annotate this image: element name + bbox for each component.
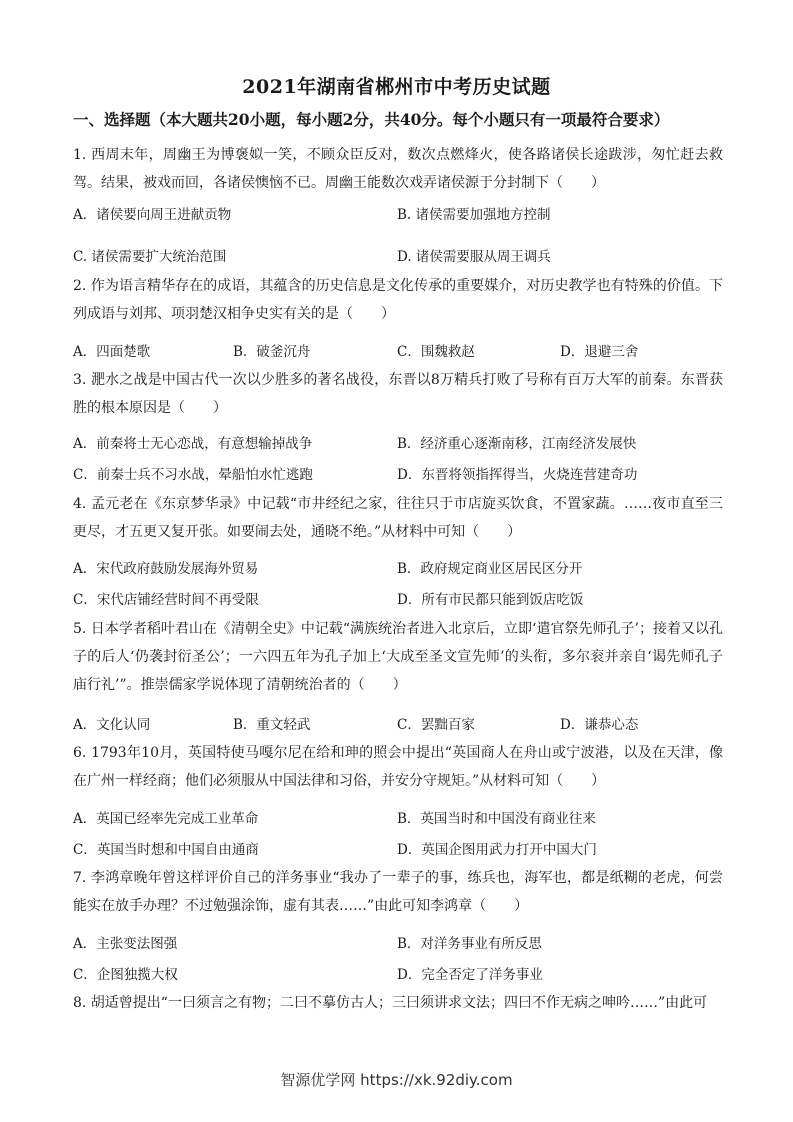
- question-6-option-c: C．英国当时想和中国自由通商: [73, 842, 259, 858]
- page-title: 2021年湖南省郴州市中考历史试题: [242, 76, 551, 98]
- question-1-option-a: A．诸侯要向周王进献贡物: [73, 207, 232, 223]
- question-6-option-a: A．英国已经率先完成工业革命: [73, 811, 259, 827]
- question-4-option-d: D．所有市民都只能到饭店吃饭: [397, 592, 584, 608]
- question-7-option-b: B．对洋务事业有所反思: [397, 936, 542, 952]
- question-1-option-b: B. 诸侯需要加强地方控制: [397, 207, 551, 223]
- question-8-stem: 8. 胡适曾提出“一曰须言之有物；二曰不摹仿古人；三曰须讲求文法；四曰不作无病之呻吟……”由此可: [73, 995, 708, 1011]
- question-6-stem: 6. 1793年10月，英国特使马嘎尔尼在给和珅的照会中提出“英国商人在舟山或宁波港，以及在天津，像在广州一样经商；他们必须服从中国法律和习俗，并安分守规矩。”从材料可知（ ）: [73, 745, 723, 789]
- question-6-option-d: D．英国企图用武力打开中国大门: [397, 842, 597, 858]
- question-4-option-c: C．宋代店铺经营时间不再受限: [73, 592, 259, 608]
- question-2-option-a: A．四面楚歌: [73, 344, 151, 360]
- section-heading: 一、选择题（本大题共20小题，每小题2分，共40分。每个小题只有一项最符合要求）: [73, 110, 670, 129]
- question-1-option-d: D. 诸侯需要服从周王调兵: [397, 249, 551, 265]
- question-1-stem: 1. 西周末年，周幽王为博褒姒一笑，不顾众臣反对，数次点燃烽火，使各路诸侯长途跋涉，匆忙赶去救驾。结果，被戏而回，各诸侯懊恼不已。周幽王能数次戏弄诸侯源于分封制下（ ）: [73, 147, 723, 191]
- question-3-option-a: A．前秦将士无心恋战，有意想输掉战争: [73, 436, 313, 452]
- question-3-option-c: C．前秦士兵不习水战，晕船怕水忙逃跑: [73, 467, 313, 483]
- question-3-option-d: D．东晋将领指挥得当，火烧连营建奇功: [397, 467, 638, 483]
- question-6-option-b: B．英国当时和中国没有商业往来: [397, 811, 596, 827]
- question-7-stem: 7. 李鸿章晚年曾这样评价自己的洋务事业“我办了一辈子的事，练兵也，海军也，都是纸糊的老虎，何尝能实在放手办理？不过勉强涂饰，虚有其表……”由此可知李鸿章（ ）: [73, 870, 723, 914]
- question-5-stem: 5. 日本学者稻叶君山在《清朝全史》中记载“满族统治者进入北京后，立即‘遣官祭先师孔子’；接着又以孔子的后人‘仍袭封衍圣公’；一六四五年为孔子加上‘大成至圣文宣先师’的头衔，多尔衮并亲自‘谒先师孔子庙行礼’”。推崇儒家学说体现了清朝统治者的（ ）: [73, 621, 723, 693]
- question-4-stem: 4. 孟元老在《东京梦华录》中记载“市井经纪之家，往往只于市店旋买饮食，不置家蔬。……夜市直至三更尽，才五更又复开张。如要闹去处，通晓不绝。”从材料中可知（ ）: [73, 496, 723, 540]
- question-3-option-b: B．经济重心逐渐南移，江南经济发展快: [397, 436, 637, 452]
- question-5-option-d: D．谦恭心态: [560, 717, 639, 733]
- question-2-stem: 2. 作为语言精华存在的成语，其蕴含的历史信息是文化传承的重要媒介，对历史教学也有特殊的价值。下列成语与刘邦、项羽楚汉相争史实有关的是（ ）: [73, 278, 723, 322]
- question-3-stem: 3. 淝水之战是中国古代一次以少胜多的著名战役，东晋以8万精兵打败了号称有百万大军的前秦。东晋获胜的根本原因是（ ）: [73, 372, 723, 416]
- question-5-option-b: B．重文轻武: [233, 717, 311, 733]
- question-5-option-c: C．罢黜百家: [397, 717, 475, 733]
- question-2-option-c: C．围魏救赵: [397, 344, 475, 360]
- question-1-option-c: C. 诸侯需要扩大统治范围: [73, 249, 227, 265]
- question-7-option-a: A．主张变法图强: [73, 936, 178, 952]
- question-2-option-d: D．退避三舍: [560, 344, 639, 360]
- question-2-option-b: B．破釜沉舟: [233, 344, 311, 360]
- question-7-option-c: C．企图独揽大权: [73, 967, 178, 983]
- question-4-option-b: B．政府规定商业区居民区分开: [397, 561, 583, 577]
- question-4-option-a: A．宋代政府鼓励发展海外贸易: [73, 561, 259, 577]
- watermark-footer: 智源优学网 https://xk.92diy.com: [280, 1071, 513, 1089]
- question-7-option-d: D．完全否定了洋务事业: [397, 967, 543, 983]
- question-5-option-a: A．文化认同: [73, 717, 151, 733]
